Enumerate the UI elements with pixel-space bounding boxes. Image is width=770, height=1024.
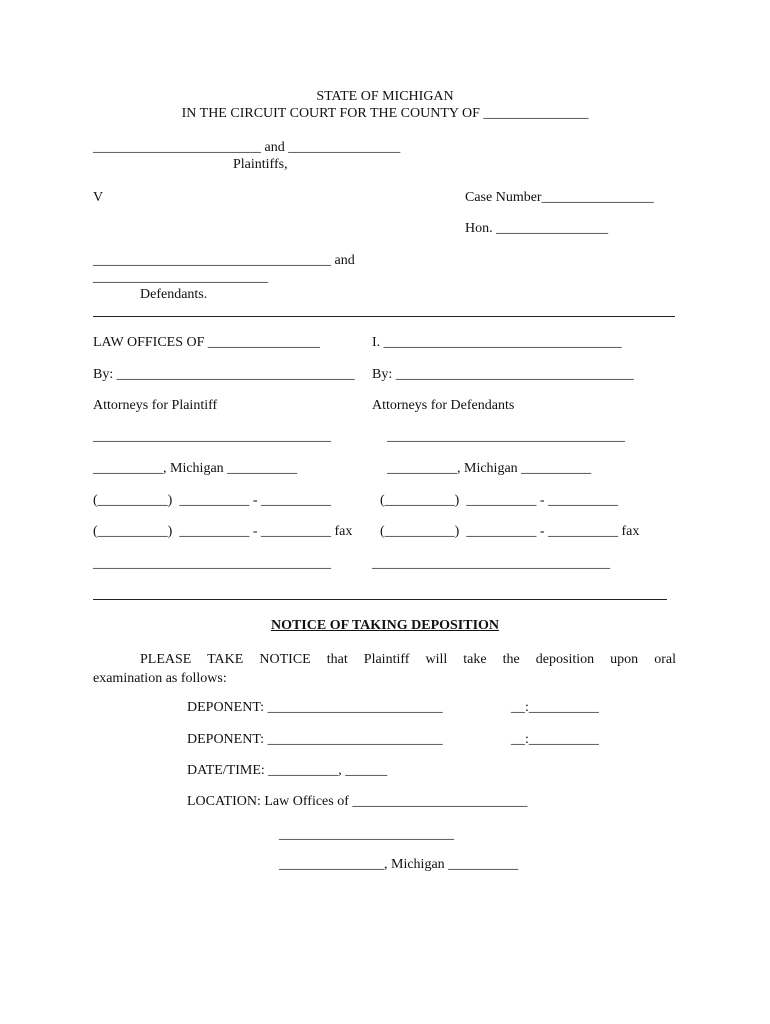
deponent-1-field[interactable]: DEPONENT: _________________________ xyxy=(187,700,443,715)
plaintiff-city-field[interactable]: __________, Michigan __________ xyxy=(93,461,298,476)
defendant-address-field[interactable]: __________________________________ xyxy=(387,429,625,444)
plaintiffs-line[interactable]: ________________________ and ________________ xyxy=(93,140,401,155)
defendants-line-1[interactable]: __________________________________ and xyxy=(93,253,355,268)
deponent-1-time-field[interactable]: __:__________ xyxy=(511,700,599,715)
defendants-line-2[interactable]: _________________________ xyxy=(93,270,268,285)
plaintiff-phone-field[interactable]: (__________) __________ - __________ xyxy=(93,493,331,508)
defendant-fax-field[interactable]: (__________) __________ - __________ fax xyxy=(380,524,640,539)
defendant-city-field[interactable]: __________, Michigan __________ xyxy=(387,461,592,476)
attorneys-divider xyxy=(93,599,667,600)
defendant-extra-field[interactable]: __________________________________ xyxy=(372,556,610,571)
defendant-phone-field[interactable]: (__________) __________ - __________ xyxy=(380,493,618,508)
plaintiff-extra-field[interactable]: __________________________________ xyxy=(93,556,331,571)
state-heading: STATE OF MICHIGAN xyxy=(316,89,454,104)
notice-body xyxy=(93,650,676,688)
defendant-role-label: Attorneys for Defendants xyxy=(372,398,515,413)
deponent-2-time-field[interactable]: __:__________ xyxy=(511,732,599,747)
deponent-2-field[interactable]: DEPONENT: _________________________ xyxy=(187,732,443,747)
plaintiff-by-field[interactable]: By: __________________________________ xyxy=(93,367,355,382)
notice-body-line-2: examination as follows: xyxy=(93,671,227,686)
caption-divider xyxy=(93,316,675,317)
plaintiff-firm-field[interactable]: LAW OFFICES OF ________________ xyxy=(93,335,320,350)
plaintiff-role-label: Attorneys for Plaintiff xyxy=(93,398,218,413)
location-city-field[interactable]: _______________, Michigan __________ xyxy=(279,857,519,872)
defendant-firm-field[interactable]: I. __________________________________ xyxy=(372,335,622,350)
plaintiff-address-field[interactable]: __________________________________ xyxy=(93,429,331,444)
court-heading: IN THE CIRCUIT COURT FOR THE COUNTY OF _______________ xyxy=(181,106,589,121)
defendant-by-field[interactable]: By: __________________________________ xyxy=(372,367,634,382)
notice-body-line-1: PLEASE TAKE NOTICE that Plaintiff will take the deposition upon oral xyxy=(140,652,676,667)
plaintiff-fax-field[interactable]: (__________) __________ - __________ fax xyxy=(93,524,353,539)
defendants-label: Defendants. xyxy=(140,287,208,302)
versus-label: V xyxy=(93,190,104,205)
notice-title: NOTICE OF TAKING DEPOSITION xyxy=(270,618,500,633)
location-field[interactable]: LOCATION: Law Offices of _________________________ xyxy=(187,794,528,809)
case-number-field[interactable]: Case Number________________ xyxy=(465,190,654,205)
plaintiffs-label: Plaintiffs, xyxy=(233,157,288,172)
location-address-field[interactable]: _________________________ xyxy=(279,827,454,842)
hon-field[interactable]: Hon. ________________ xyxy=(465,221,609,236)
datetime-field[interactable]: DATE/TIME: __________, ______ xyxy=(187,763,388,778)
